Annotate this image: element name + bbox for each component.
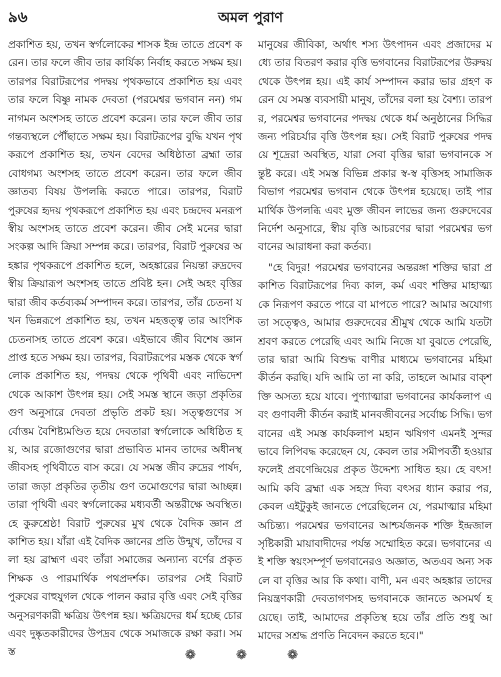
paragraph: মানুষের জীবিকা, অর্থাৎ শস্য উৎপাদন এবং প্রজাদের মধ্যে তার বিতরণ করার বৃত্তি ভগবানের বিরাটরূপের উরুদ্বয় থেকে উৎপন্ন হয়। এই কার্য সম্পাদন করার ভার গ্রহণ করেন যে সমস্ত ব্যবসায়ী মানুষ, তাঁদের বলা হয় বৈশ্য। তারপর, পরমেশ্বর ভগবানের পদদ্বয় থেকে ধর্ম অনুষ্ঠানের সিদ্ধির জন্য পরিচর্যার বৃত্তি উৎপন্ন হয়। সেই বিরাট পুরুষের পদদ্বয়ে শূদ্রেরা অবস্থিত, যারা সেবা বৃত্তির দ্বারা ভগবানকে সন্তুষ্ট করে। এই সমস্ত বিভিন্ন প্রকার স্ব-স্ব বৃত্তিসহ সামাজিক বিভাগ পরমেশ্বর ভগবান থেকে উৎপন্ন হয়েছে। তাই পারমার্থিক উপলব্ধি এবং মুক্ত জীবন লাভের জন্য গুরুদেবের নির্দেশ অনুসারে, স্বীয় বৃত্তি আচরণের দ্বারা পরমেশ্বর ভগবানের আরাধনা করা কর্তব্য।	[258, 39, 492, 254]
footer-ornament: ❁ ❁ ❁	[185, 648, 316, 663]
page-number: ৯৬	[8, 8, 28, 26]
right-column	[258, 36, 492, 645]
paragraph: প্রকাশিত হয়, তখন স্বর্গলোকের শাসক ইন্দ্র তাতে প্রবেশ করেন। তার ফলে জীব তার কার্যিক্য নির্বাহ করতে সক্ষম হয়। তারপর বিরাটরূপের পদদ্বয় পৃথকভাবে প্রকাশিত হয় এবং তার ফলে বিষ্ণু নামক দেবতা (পরমেশ্বর ভগবান নন) গমনাগমন অংশসহ তাতে প্রবেশ করেন। তার ফলে জীব তার গন্তব্যস্থলে পৌঁছাতে সক্ষম হয়। বিরাটরূপের বুদ্ধি যখন পৃথকরূপে প্রকাশিত হয়, তখন বেদের অধিষ্ঠাতা ব্রহ্মা তার বোধগম্য অংশসহ তাতে প্রবেশ করেন। তার ফলে জীব জ্ঞাতব্য বিষয় উপলব্ধি করতে পারে। তারপর, বিরাট পুরুষের হৃদয় পৃথকরূপে প্রকাশিত হয় এবং চন্দ্রদেব মনরূপ স্বীয় অংশসহ তাতে প্রবেশ করেন। জীব সেই মনের দ্বারা সংকল্প আদি ক্রিয়া সম্পন্ন করে। তারপর, বিরাট পুরুষের অহঙ্কার পৃথকরূপে প্রকাশিত হলে, অহঙ্কারের নিয়ন্তা রুদ্রদেব স্বীয় ক্রিয়ারূপ অংশসহ তাতে প্রবিষ্ট হন। সেই অহং বৃত্তির দ্বারা জীব কর্তব্যকর্ম সম্পাদন করে। তারপর, তাঁর চেতনা যখন ভিন্নরূপে প্রকাশিত হয়, তখন মহত্তত্ত্ব তার আংশিক চেতনাসহ তাতে প্রবেশ করে। এইভাবে জীব বিশেষ জ্ঞান প্রাপ্ত হতে সক্ষম হয়। তারপর, বিরাটরূপের মস্তক থেকে স্বর্গলোক প্রকাশিত হয়, পদদ্বয় থেকে পৃথিবী এবং নাভিদেশ থেকে আকাশ উৎপন্ন হয়। সেই সমস্ত স্থানে জড়া প্রকৃতির গুণ অনুসারে দেবতা প্রভৃতি প্রকট হয়। সত্ত্বগুণের সর্বোত্তম বৈশিষ্ট্যমণ্ডিত হয়ে দেবতারা স্বর্গলোকে অধিষ্ঠিত হয়, আর রজোগুণের দ্বারা প্রভাবিত মানব তাদের অধীনস্থ জীবসহ পৃথিবীতে বাস করে। যে সমস্ত জীব রুদ্রের পার্ষদ, তারা জড়া প্রকৃতির তৃতীয় গুণ তমোগুণের দ্বারা আচ্ছন্ন। তারা পৃথিবী এবং স্বর্গলোকের মধ্যবর্তী অন্তরীক্ষে অবস্থিত। হে কুরুশ্রেষ্ঠ! বিরাট পুরুষের মুখ থেকে বৈদিক জ্ঞান প্রকাশিত হয়। যাঁরা এই বৈদিক জ্ঞানের প্রতি উন্মুখ, তাঁদের বলা হয় ব্রাহ্মণ এবং তাঁরা সমাজের অন্যান্য বর্ণের প্রকৃত শিক্ষক ও পারমার্থিক পথপ্রদর্শক। তারপর সেই বিরাট পুরুষের বাহুযুগল থেকে পালন করার বৃত্তি এবং সেই বৃত্তির অনুসরণকারী ক্ষত্রিয় উৎপন্ন হয়। ক্ষত্রিয়দের ধর্ম হচ্ছে চোর এবং দুষ্কৃতকারীদের উপদ্রব থেকে সমাজকে রক্ষা করা। সমস্ত	[8, 39, 242, 659]
running-title: অমল পুরাণ	[218, 10, 283, 26]
left-column	[8, 36, 242, 662]
quote-paragraph: "হে বিদুর! পরমেশ্বর ভগবানের অন্তরঙ্গা শক্তির দ্বারা প্রকাশিত বিরাটরূপের দিব্য কাল, কর্ম এবং শক্তির মাহাত্ম্য কে নিরূপণ করতে পারে বা মাপতে পারে? আমার অযোগ্যতা সত্ত্বেও, আমার গুরুদেবের শ্রীমুখ থেকে আমি যতটা শ্রবণ করতে পেরেছি এবং আমি নিজে যা বুঝতে পেরেছি, তার দ্বারা আমি বিশুদ্ধ বাণীর মাধ্যমে ভগবানের মহিমা কীর্তন করছি। যদি আমি তা না করি, তাহলে আমার বাক্শক্তি অসত্য হয়ে যাবে। পুণ্যাত্মারা ভগবানের কার্যকলাপ এবং গুণাবলী কীর্তন করাই মানবজীবনের সর্বোচ্চ সিদ্ধি। ভগবানের এই সমস্ত কার্যকলাপ মহান ঋষিগণ এমনই সুন্দরভাবে লিপিবদ্ধ করেছেন যে, কেবল তার সমীপবর্তী হওয়ার ফলেই প্রবণেন্দ্রিয়ের প্রকৃত উদ্দেশ্য সাধিত হয়। হে বৎস! আমি কবি ব্রহ্মা এক সহস্র দিব্য বৎসর ধ্যান করার পর, কেবল এইটুকুই জানতে পেরেছিলেন যে, পরমাত্মার মহিমা অচিন্ত্য। পরমেশ্বর ভগবানের আশ্চর্যজনক শক্তি ইন্দ্রজাল সৃষ্টিকারী মায়াবাদীদের পর্যন্ত সম্মোহিত করে। ভগবানের এই শক্তি স্বয়ংসম্পূর্ণ ভগবানেরও অজ্ঞাত, অতএব অন্য সকলে বা বৃত্তির আর কি কথা। বাণী, মন এবং অহঙ্কার তাদের নিয়ন্ত্রণকারী দেবতাগণসহ ভগবানকে জানতে অসমর্থ হয়েছে। তাই, আমাদের প্রকৃতিস্থ হয়ে তাঁর প্রতি শুধু আমাদের সশ্রদ্ধ প্রণতি নিবেদন করতে হবে।"	[258, 261, 492, 642]
page-header	[0, 6, 501, 28]
